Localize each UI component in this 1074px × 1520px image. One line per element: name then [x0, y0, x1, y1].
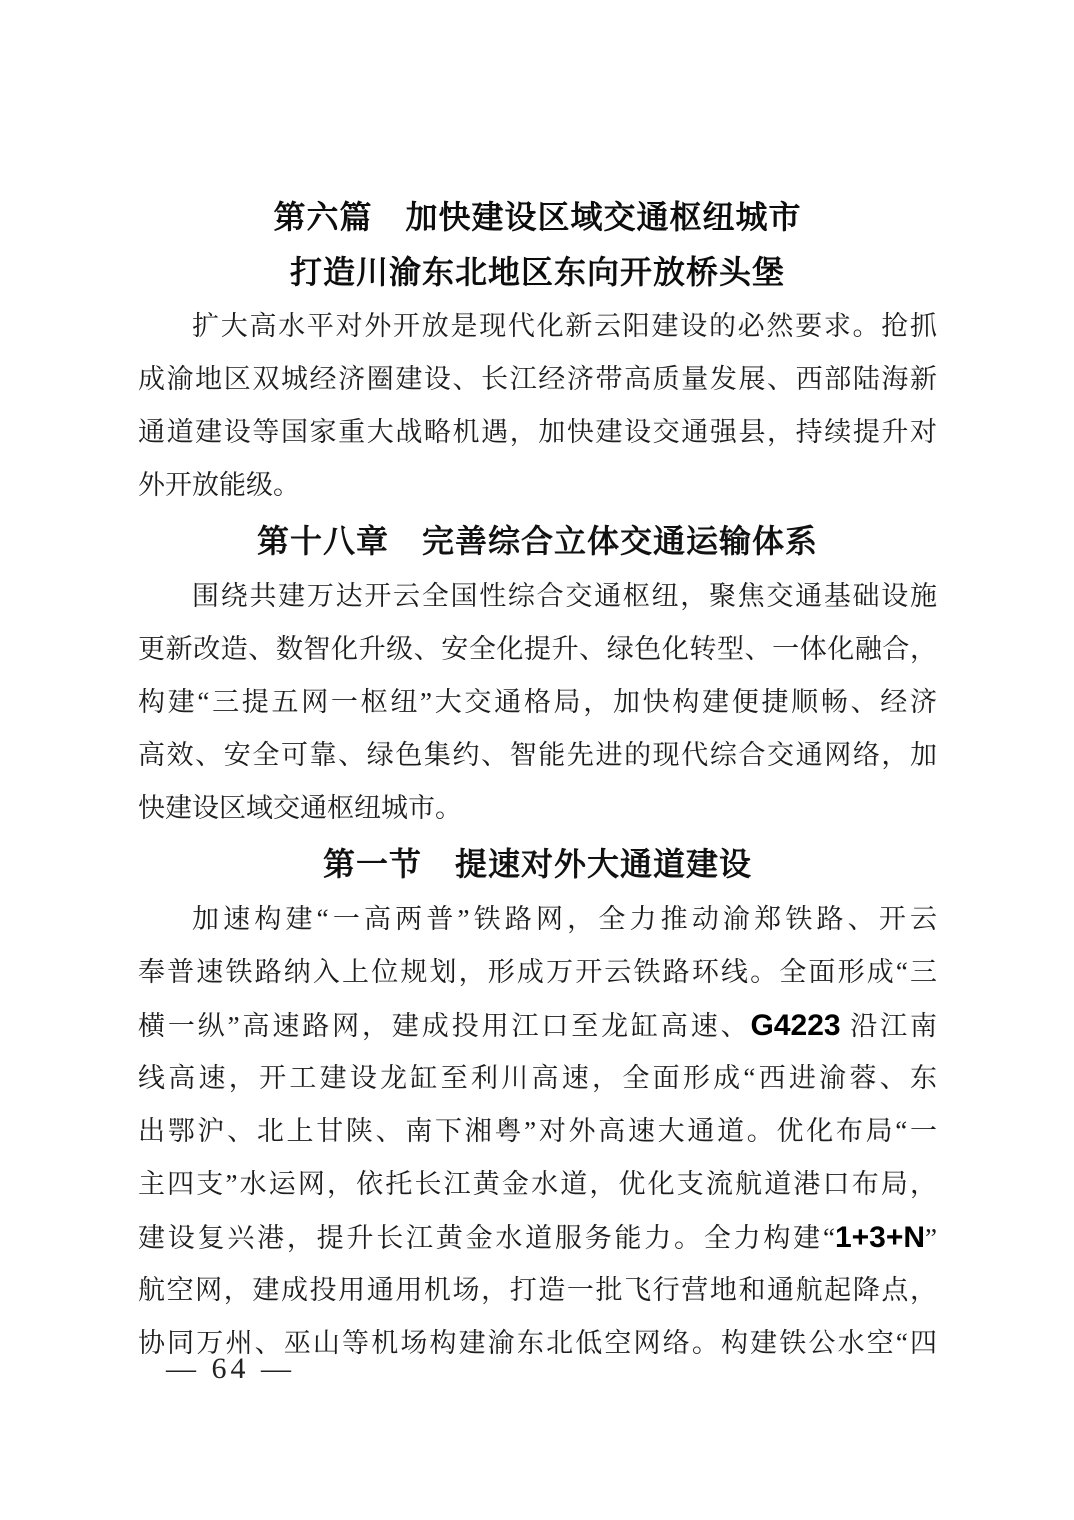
section-paragraph-line: 出鄂沪、北上甘陕、南下湘粤”对外高速大通道。优化布局“一	[138, 1116, 937, 1146]
part-title-line-1: 第六篇 加快建设区域交通枢纽城市	[273, 199, 802, 235]
section-paragraph-line: 协同万州、巫山等机场构建渝东北低空网络。构建铁公水空“四	[138, 1328, 937, 1358]
section-paragraph-line: 主四支”水运网，依托长江黄金水道，优化支流航道港口布局，	[138, 1169, 937, 1199]
chapter-paragraph-line: 快建设区域交通枢纽城市。	[138, 793, 462, 823]
section-title: 第一节 提速对外大通道建设	[322, 846, 752, 882]
section-paragraph-line: 线高速，开工建设龙缸至利川高速，全面形成“西进渝蓉、东	[138, 1063, 937, 1093]
part-title-line-2: 打造川渝东北地区东向开放桥头堡	[289, 254, 785, 290]
chapter-paragraph-line: 更新改造、数智化升级、安全化提升、绿色化转型、一体化融合，	[138, 634, 937, 664]
section-paragraph-text: 横一纵”高速路网，建成投用江口至龙缸高速、	[138, 1011, 751, 1041]
section-paragraph-line	[138, 1211, 937, 1264]
section-paragraph-line: 奉普速铁路纳入上位规划，形成万开云铁路环线。全面形成“三	[138, 957, 937, 987]
section-paragraph-text: 沿江南	[840, 1011, 937, 1041]
section-paragraph-line: 加速构建“一高两普”铁路网，全力推动渝郑铁路、开云	[192, 904, 937, 934]
intro-paragraph-line: 外开放能级。	[138, 470, 300, 500]
highway-code-label: G4223	[750, 1009, 841, 1042]
intro-paragraph-line: 通道建设等国家重大战略机遇，加快建设交通强县，持续提升对	[138, 417, 937, 447]
section-paragraph-text: ”	[925, 1223, 937, 1253]
aviation-network-code-label: 1+3+N	[834, 1221, 926, 1254]
chapter-paragraph-line: 围绕共建万达开云全国性综合交通枢纽，聚焦交通基础设施	[192, 581, 937, 611]
document-content	[138, 190, 937, 1370]
intro-paragraph-line: 扩大高水平对外开放是现代化新云阳建设的必然要求。抢抓	[192, 311, 937, 341]
section-paragraph-line	[138, 999, 937, 1052]
section-paragraph-line: 航空网，建成投用通用机场，打造一批飞行营地和通航起降点，	[138, 1275, 937, 1305]
chapter-paragraph-line: 高效、安全可靠、绿色集约、智能先进的现代综合交通网络，加	[138, 740, 937, 770]
section-paragraph-text: 建设复兴港，提升长江黄金水道服务能力。全力构建“	[138, 1223, 835, 1253]
chapter-title: 第十八章 完善综合立体交通运输体系	[256, 523, 818, 559]
intro-paragraph-line: 成渝地区双城经济圈建设、长江经济带高质量发展、西部陆海新	[138, 364, 937, 394]
chapter-paragraph-line: 构建“三提五网一枢纽”大交通格局，加快构建便捷顺畅、经济	[138, 687, 937, 717]
page-number: — 64 —	[166, 1352, 295, 1385]
